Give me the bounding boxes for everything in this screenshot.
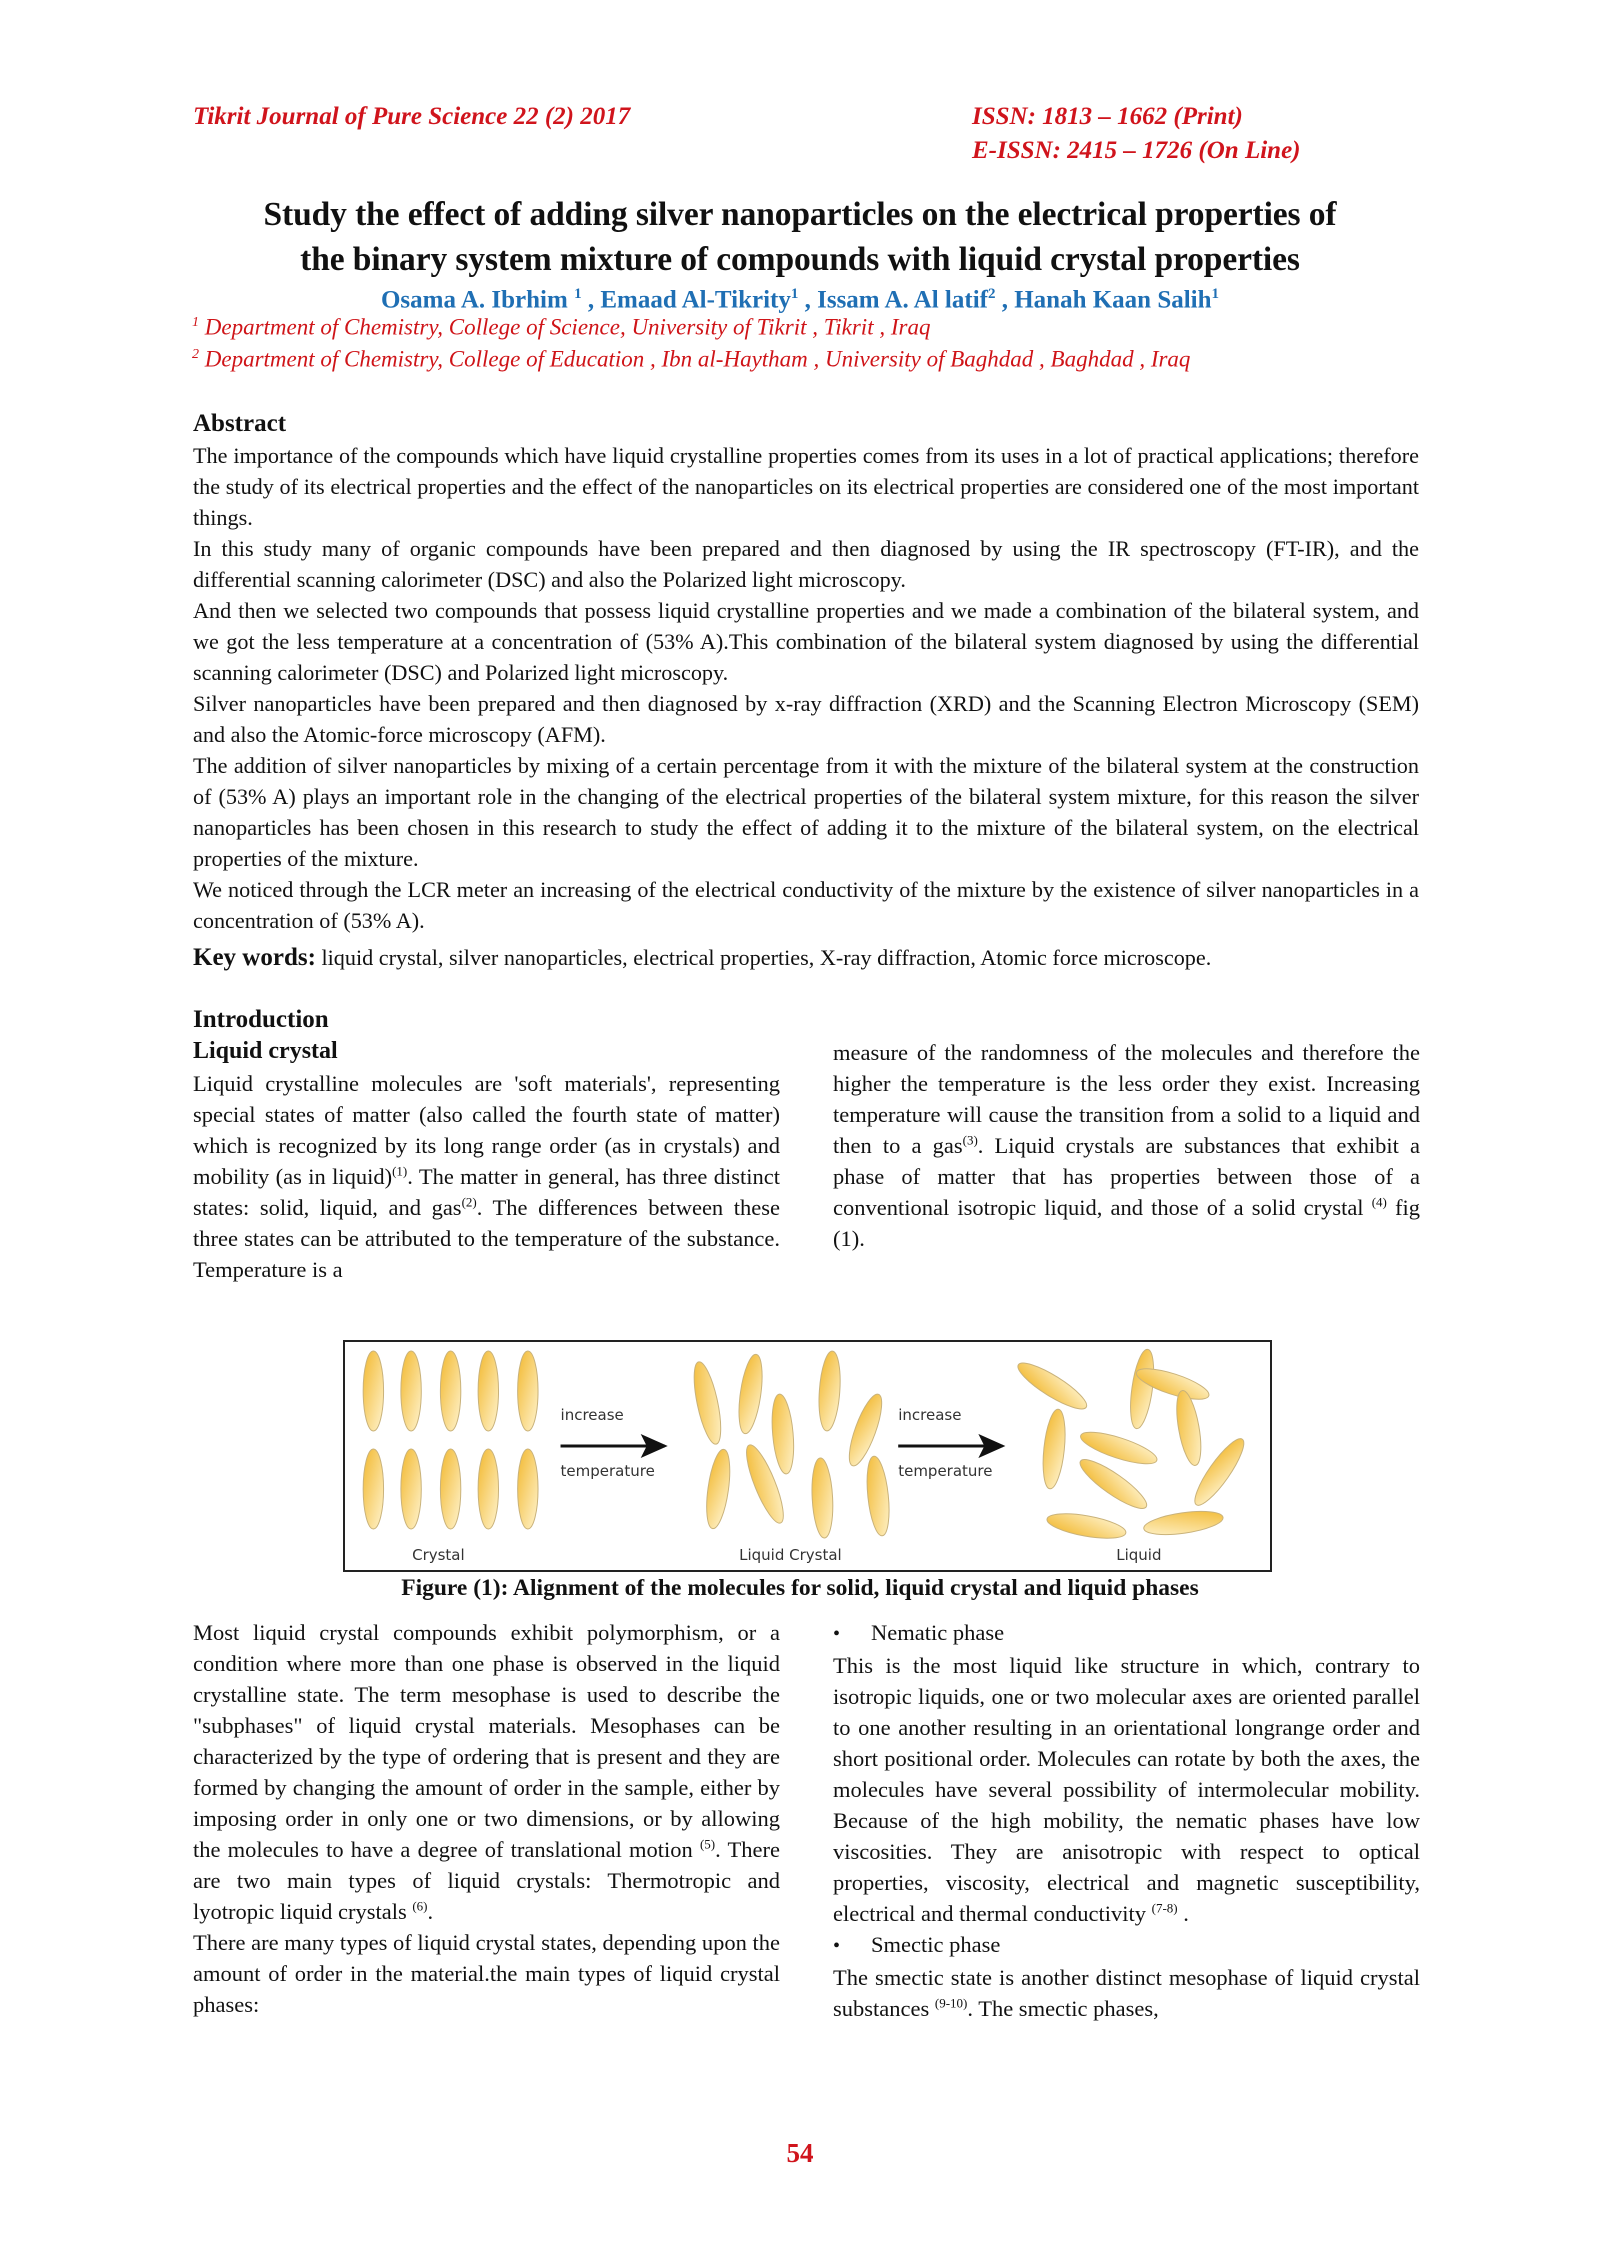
affiliation-text: Department of Chemistry, College of Education , Ibn al-Haytham , University of Baghdad , Baghdad , Iraq bbox=[204, 346, 1191, 372]
keywords-label: Key words: bbox=[193, 944, 316, 971]
text: Most liquid crystal compounds exhibit polymorphism, or a condition where more than one phase is observed in the liquid crystalline state. The term mesophase is used to describe the "subphases" of liquid crystal materials. Mesophases can be characterized by the type of ordering that is present and they are formed by changing the amount of order in the sample, either by imposing order in only one or two dimensions, or by allowing the molecules to have a degree of translational motion bbox=[193, 1620, 780, 1862]
affiliation-num: 1 bbox=[192, 315, 199, 330]
column-left-top bbox=[193, 1068, 780, 1285]
column-left-bottom bbox=[193, 1617, 780, 2020]
citation: (5) bbox=[699, 1836, 716, 1852]
author-aff: 1 bbox=[1211, 286, 1220, 302]
text: Liquid crystalline molecules are 'soft materials', representing special states of matter (also called the fourth state of matter) which is recognized by its long range order (as in crystals) and mobility (as in liquid) bbox=[193, 1071, 780, 1189]
author: Issam A. Al latif bbox=[817, 286, 988, 314]
abstract-heading: Abstract bbox=[193, 410, 287, 437]
bullet-label: Nematic phase bbox=[871, 1620, 1005, 1645]
paragraph bbox=[833, 1650, 1420, 1929]
text: measure of the randomness of the molecules and therefore the higher the temperature is the less order they exist. Increasing temperature will cause the transition from a solid to a liquid and then to a gas bbox=[833, 1040, 1420, 1158]
abstract-paragraph: Silver nanoparticles have been prepared and then diagnosed by x-ray diffraction (XRD) and the Scanning Electron Microscopy (SEM) and also the Atomic-force microscopy (AFM). bbox=[193, 691, 1419, 747]
paragraph bbox=[833, 1037, 1420, 1254]
text: fig (1). bbox=[833, 1195, 1420, 1251]
abstract-paragraph: In this study many of organic compounds have been prepared and then diagnosed by using the IR spectroscopy (FT-IR), and the differential scanning calorimeter (DSC) and also the Polarized light microscopy. bbox=[193, 536, 1419, 592]
citation: (4) bbox=[1371, 1194, 1387, 1210]
introduction-heading: Introduction bbox=[193, 1006, 329, 1033]
author: Hanah Kaan Salih bbox=[1014, 286, 1212, 314]
citation: (2) bbox=[461, 1194, 477, 1210]
column-right-bottom bbox=[833, 1617, 1420, 2024]
molecule-shape bbox=[1045, 1509, 1127, 1543]
text: . bbox=[427, 1899, 434, 1924]
paragraph bbox=[833, 1962, 1420, 2024]
figure-1 bbox=[343, 1340, 1272, 1572]
text: The smectic state is another distinct mesophase of liquid crystal substances bbox=[833, 1965, 1420, 2021]
molecule-shape bbox=[518, 1449, 538, 1529]
text: . There are two main types of liquid crystals: Thermotropic and lyotropic liquid crystals bbox=[193, 1837, 780, 1924]
author: Emaad Al-Tikrity bbox=[600, 286, 791, 314]
molecule-shape bbox=[478, 1351, 498, 1431]
molecule-shape bbox=[478, 1449, 498, 1529]
abstract-paragraph: The importance of the compounds which have liquid crystalline properties comes from its uses in a lot of practical applications; therefore the study of its electrical properties and the effect of the nanoparticles on its electrical properties are considered one of the most important things. bbox=[193, 443, 1419, 530]
molecule-shape bbox=[843, 1391, 888, 1469]
arrow-label-temperature: temperature bbox=[560, 1462, 655, 1480]
text: . The smectic phases, bbox=[967, 1996, 1159, 2021]
citation: (7-8) bbox=[1151, 1900, 1178, 1916]
molecule-shape bbox=[518, 1351, 538, 1431]
citation: (9-10) bbox=[934, 1995, 968, 2011]
panel-label-crystal: Crystal bbox=[412, 1546, 465, 1564]
molecule-shape bbox=[703, 1448, 734, 1530]
arrow-label-increase: increase bbox=[898, 1406, 962, 1424]
paragraph bbox=[193, 1617, 780, 1927]
liquid-crystal-subheading: Liquid crystal bbox=[193, 1038, 338, 1064]
arrow-label-increase: increase bbox=[560, 1406, 624, 1424]
molecule-shape bbox=[1040, 1408, 1069, 1490]
author-aff: 1 bbox=[574, 286, 582, 302]
molecule-shape bbox=[440, 1351, 460, 1431]
affiliation-1 bbox=[192, 308, 1452, 343]
author: Osama A. Ibrhim bbox=[380, 286, 568, 314]
affiliation-2 bbox=[192, 340, 1452, 375]
molecule-shape bbox=[440, 1449, 460, 1529]
page-number: 54 bbox=[786, 2138, 814, 2168]
molecule-group bbox=[363, 1348, 1250, 1543]
bullet-icon: • bbox=[833, 1623, 841, 1645]
issn-online: E-ISSN: 2415 – 1726 (On Line) bbox=[972, 137, 1301, 164]
text: . The differences between these three states can be attributed to the temperature of the substance. Temperature is a bbox=[193, 1195, 781, 1282]
title-line-1: Study the effect of adding silver nanoparticles on the electrical properties of bbox=[263, 196, 1337, 233]
abstract-paragraph: And then we selected two compounds that possess liquid crystalline properties and we made a combination of the bilateral system, and we got the less temperature at a concentration of (53% A).This combination of the bilateral system diagnosed by using the differential scanning calorimeter (DSC) and Polarized light microscopy. bbox=[193, 598, 1419, 685]
text: . Liquid crystals are substances that exhibit a phase of matter that has properties between those of a conventional isotropic liquid, and those of a solid crystal bbox=[833, 1133, 1421, 1220]
author-aff: 2 bbox=[987, 286, 996, 302]
molecule-shape bbox=[1172, 1389, 1205, 1467]
affiliation-num: 2 bbox=[192, 347, 199, 362]
molecule-shape bbox=[1013, 1356, 1092, 1416]
citation: (6) bbox=[412, 1898, 428, 1914]
molecule-shape bbox=[864, 1455, 893, 1537]
affiliation-text: Department of Chemistry, College of Science, University of Tikrit , Tikrit , Iraq bbox=[204, 314, 931, 340]
panel-label-liquid-crystal: Liquid Crystal bbox=[739, 1546, 842, 1564]
citation: (1) bbox=[392, 1163, 408, 1179]
molecule-shape bbox=[817, 1350, 843, 1431]
paragraph: There are many types of liquid crystal states, depending upon the amount of order in the material.the main types of liquid crystal phases: bbox=[193, 1930, 780, 2017]
bullet-smectic bbox=[833, 1929, 1420, 1962]
paper-title bbox=[150, 192, 1450, 282]
bullet-icon: • bbox=[833, 1935, 841, 1957]
abstract-paragraph: We noticed through the LCR meter an increasing of the electrical conductivity of the mixture by the existence of silver nanoparticles in a concentration of (53% A). bbox=[193, 877, 1419, 933]
author-list: Osama A. Ibrhim $^1$ , Emaad Al-Tikrity$^1$ , Issam A. Al latif$^2$ , Hanah Kaan Salih$^1$ bbox=[380, 286, 1220, 314]
figure-caption: Figure (1): Alignment of the molecules for solid, liquid crystal and liquid phases bbox=[401, 1575, 1199, 1601]
text: . The matter in general, has three distinct states: solid, liquid, and gas bbox=[193, 1164, 780, 1220]
molecule-shape bbox=[810, 1458, 835, 1539]
molecule-shape bbox=[363, 1449, 383, 1529]
keywords-text: liquid crystal, silver nanoparticles, electrical properties, X-ray diffraction, Atomic force microscope. bbox=[321, 945, 1212, 970]
column-right-top bbox=[833, 1037, 1420, 1254]
molecule-shape bbox=[363, 1351, 383, 1431]
molecule-shape bbox=[1126, 1348, 1157, 1430]
panel-label-liquid: Liquid bbox=[1116, 1546, 1162, 1564]
arrow-label-temperature: temperature bbox=[898, 1462, 993, 1480]
molecule-shape bbox=[769, 1393, 796, 1474]
molecule-shape bbox=[401, 1449, 421, 1529]
bullet-nematic bbox=[833, 1617, 1420, 1650]
abstract-paragraph: The addition of silver nanoparticles by mixing of a certain percentage from it with the mixture of the bilateral system at the construction of (53% A) plays an important role in the changing of the electrical properties of the bilateral system mixture, for this reason the silver nanoparticles has been chosen in this research to study the effect of adding it to the mixture of the bilateral system, on the electrical properties of the mixture. bbox=[193, 753, 1419, 871]
molecule-shape bbox=[1142, 1507, 1224, 1538]
title-line-2: the binary system mixture of compounds with liquid crystal properties bbox=[300, 241, 1300, 278]
issn-print: ISSN: 1813 – 1662 (Print) bbox=[972, 103, 1243, 130]
phase-diagram bbox=[345, 1342, 1270, 1570]
keywords bbox=[193, 942, 1419, 973]
journal-header: Tikrit Journal of Pure Science 22 (2) 2017 bbox=[193, 103, 631, 130]
bullet-label: Smectic phase bbox=[871, 1932, 1001, 1957]
text: This is the most liquid like structure in which, contrary to isotropic liquids, one or two molecular axes are oriented parallel to one another resulting in an orientational longrange order and short positional order. Molecules can rotate by both the axes, the molecules have several possibility of intermolecular mobility. Because of the high mobility, the nematic phases have low viscosities. They are anisotropic with respect to optical properties, viscosity, electrical and magnetic susceptibility, electrical and thermal conductivity bbox=[833, 1653, 1420, 1926]
text: . bbox=[1177, 1901, 1189, 1926]
citation: (3) bbox=[962, 1132, 978, 1148]
author-aff: 1 bbox=[790, 286, 799, 302]
molecule-shape bbox=[689, 1360, 726, 1446]
paragraph bbox=[193, 1068, 780, 1285]
issn-block bbox=[972, 100, 1301, 168]
molecule-shape bbox=[735, 1353, 766, 1435]
abstract-body bbox=[193, 440, 1419, 936]
molecule-shape bbox=[401, 1351, 421, 1431]
